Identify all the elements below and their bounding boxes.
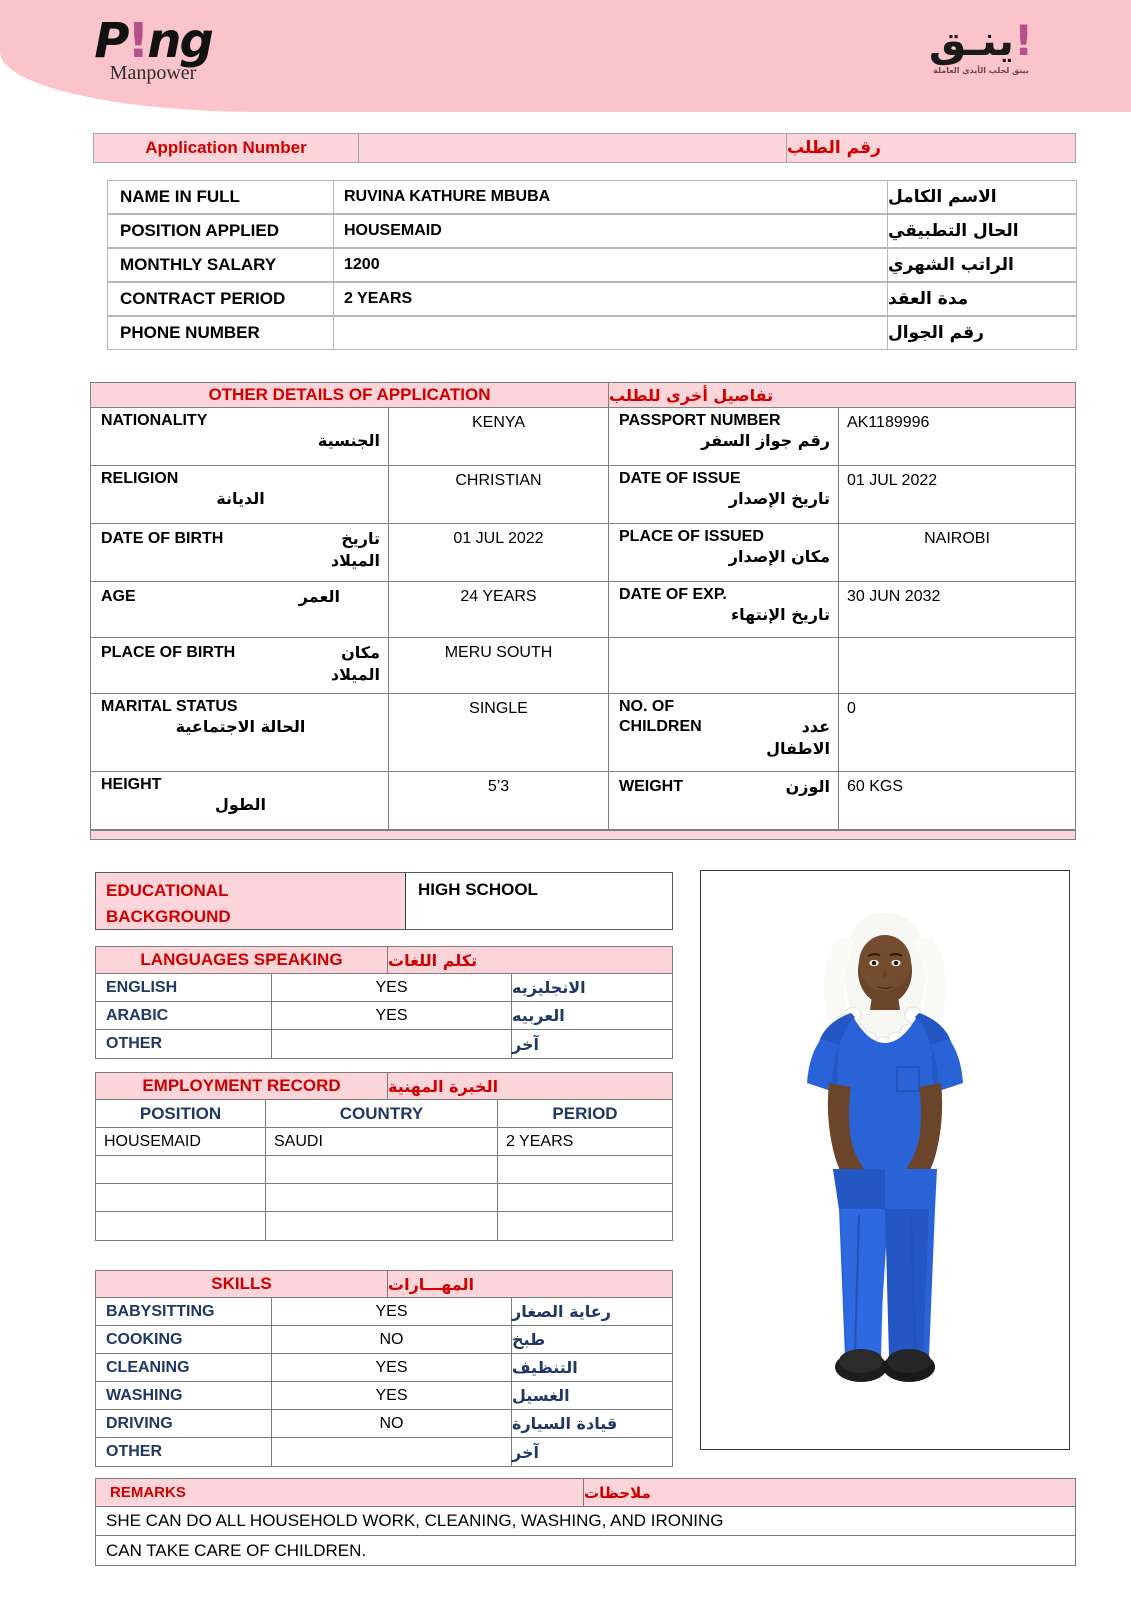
label-ar-children-part1: عدد xyxy=(801,717,830,736)
list-item xyxy=(96,1002,672,1030)
ping-logo-rest: ng xyxy=(147,13,212,69)
row-value-name[interactable]: RUVINA KATHURE MBUBA xyxy=(334,180,888,214)
row-label-ar-contract: مدة العقد xyxy=(888,282,1077,316)
table-row xyxy=(91,408,1075,466)
table-row xyxy=(91,466,1075,524)
skill-value-washing[interactable]: YES xyxy=(272,1382,512,1409)
remarks-line-1[interactable]: SHE CAN DO ALL HOUSEHOLD WORK, CLEANING, WASHING, AND IRONING xyxy=(96,1507,1075,1536)
employment-position-3[interactable] xyxy=(96,1184,266,1211)
cell-religion-value[interactable]: CHRISTIAN xyxy=(389,466,609,523)
label-ar-children-part2: الاطفال xyxy=(766,739,830,758)
label-ar-place-of-issued: مكان الإصدار xyxy=(728,547,830,566)
cell-pob-value[interactable]: MERU SOUTH xyxy=(389,638,609,693)
row-label-position: POSITION APPLIED xyxy=(107,214,334,248)
application-number-label-ar: رقم الطلب xyxy=(787,138,881,158)
skill-label-cooking: COOKING xyxy=(96,1326,272,1353)
label-ar-pob-part2: الميلاد xyxy=(330,665,380,684)
exclamation-icon-arabic: ! xyxy=(1013,16,1034,65)
list-item xyxy=(96,1326,672,1354)
list-item xyxy=(96,1354,672,1382)
row-value-contract[interactable]: 2 YEARS xyxy=(334,282,888,316)
list-item xyxy=(96,1030,672,1058)
column-header-country: COUNTRY xyxy=(266,1100,498,1127)
skill-value-other[interactable] xyxy=(272,1438,512,1466)
label-ar-passport: رقم جواز السفر xyxy=(701,431,830,450)
table-row xyxy=(107,282,1077,316)
row-label-name: NAME IN FULL xyxy=(107,180,334,214)
label-en-children-part1: NO. OF xyxy=(619,698,675,715)
skill-label-other: OTHER xyxy=(96,1438,272,1466)
cell-weight-value[interactable]: 60 KGS xyxy=(847,778,904,795)
label-en-children-part2: CHILDREN xyxy=(619,718,702,735)
row-value-salary[interactable]: 1200 xyxy=(334,248,888,282)
cell-empty-label xyxy=(609,638,839,693)
languages-header xyxy=(96,947,672,974)
cell-nationality-value[interactable]: KENYA xyxy=(389,408,609,465)
cell-dob-label xyxy=(91,524,389,581)
applicant-photo xyxy=(701,871,1069,1449)
employment-country-2[interactable] xyxy=(266,1156,498,1183)
education-value[interactable]: HIGH SCHOOL xyxy=(406,873,672,929)
employment-period-4[interactable] xyxy=(498,1212,672,1240)
remarks-header-ar: ملاحظات xyxy=(584,1483,651,1502)
skill-label-babysitting: BABYSITTING xyxy=(96,1298,272,1325)
skill-label-ar-cooking: طبخ xyxy=(512,1330,546,1349)
row-label-salary: MONTHLY SALARY xyxy=(107,248,334,282)
language-value-arabic[interactable]: YES xyxy=(272,1002,512,1029)
table-row xyxy=(96,1156,672,1184)
arabic-logo-word: ينـق xyxy=(928,16,1014,65)
other-details-header-en: OTHER DETAILS OF APPLICATION xyxy=(91,383,609,407)
label-en-nationality: NATIONALITY xyxy=(101,412,208,429)
row-label-ar-name: الاسم الكامل xyxy=(888,180,1077,214)
employment-position-4[interactable] xyxy=(96,1212,266,1240)
label-ar-pob-part1: مكان xyxy=(341,643,380,662)
skill-value-driving[interactable]: NO xyxy=(272,1410,512,1437)
skills-table xyxy=(95,1270,673,1467)
education-label-line1: EDUCATIONAL xyxy=(106,881,229,900)
languages-header-en: LANGUAGES SPEAKING xyxy=(96,947,388,973)
employment-record-table xyxy=(95,1072,673,1241)
cell-place-of-issued-label xyxy=(609,524,839,581)
skills-header-en: SKILLS xyxy=(96,1271,388,1297)
remarks-header xyxy=(96,1479,1075,1507)
employment-header xyxy=(96,1073,672,1100)
cell-marital-value[interactable]: SINGLE xyxy=(389,694,609,771)
skill-value-cooking[interactable]: NO xyxy=(272,1326,512,1353)
ping-manpower-logo xyxy=(48,13,258,96)
cell-empty-value[interactable] xyxy=(839,638,1075,693)
label-en-date-of-exp: DATE OF EXP. xyxy=(619,586,727,603)
application-number-row xyxy=(93,133,1076,163)
language-label-arabic: ARABIC xyxy=(96,1002,272,1029)
employment-header-en: EMPLOYMENT RECORD xyxy=(96,1073,388,1099)
remarks-section xyxy=(95,1478,1076,1566)
label-en-age: AGE xyxy=(101,588,136,605)
arabic-logo-text xyxy=(871,18,1091,64)
column-header-position: POSITION xyxy=(96,1100,266,1127)
cell-nationality-label xyxy=(91,408,389,465)
cell-age-value[interactable]: 24 YEARS xyxy=(389,582,609,637)
employment-period-2[interactable] xyxy=(498,1156,672,1183)
label-en-religion: RELIGION xyxy=(101,470,179,487)
main-info-table xyxy=(107,180,1077,350)
skills-header xyxy=(96,1271,672,1298)
skill-label-cleaning: CLEANING xyxy=(96,1354,272,1381)
label-ar-dob-part2: الميلاد xyxy=(330,551,380,570)
employment-period-3[interactable] xyxy=(498,1184,672,1211)
languages-header-ar: تكلم اللغات xyxy=(388,950,478,970)
weight-label-line xyxy=(619,776,830,798)
skill-label-ar-driving: قيادة السيارة xyxy=(512,1414,618,1433)
list-item xyxy=(96,974,672,1002)
employment-period-1[interactable]: 2 YEARS xyxy=(506,1132,574,1150)
languages-table xyxy=(95,946,673,1059)
skill-label-ar-babysitting: رعاية الصغار xyxy=(512,1302,611,1321)
label-ar-date-of-exp: تاريخ الإنتهاء xyxy=(730,605,830,624)
table-row xyxy=(91,582,1075,638)
employment-country-1[interactable]: SAUDI xyxy=(266,1128,498,1155)
employment-column-headers xyxy=(96,1100,672,1128)
skills-header-ar: المهـــارات xyxy=(388,1274,474,1294)
label-en-dob: DATE OF BIRTH xyxy=(101,530,224,547)
children-label-line xyxy=(619,716,830,738)
label-en-pob: PLACE OF BIRTH xyxy=(101,644,236,661)
label-en-place-of-issued: PLACE OF ISSUED xyxy=(619,528,764,545)
row-label-contract: CONTRACT PERIOD xyxy=(107,282,334,316)
cell-passport-label xyxy=(609,408,839,465)
skill-label-driving: DRIVING xyxy=(96,1410,272,1437)
label-en-passport: PASSPORT NUMBER xyxy=(619,412,781,429)
language-value-other[interactable] xyxy=(272,1030,512,1058)
language-value-english[interactable]: YES xyxy=(272,974,512,1001)
label-en-date-of-issue: DATE OF ISSUE xyxy=(619,470,741,487)
cell-height-value[interactable]: 5’3 xyxy=(389,772,609,829)
manpower-subtitle: Manpower xyxy=(109,62,197,84)
table-footer-strip xyxy=(91,830,1075,839)
row-label-ar-position: الحال التطبيقي xyxy=(888,214,1077,248)
label-ar-date-of-issue: تاريخ الإصدار xyxy=(728,489,830,508)
table-row xyxy=(91,694,1075,772)
application-number-label-en: Application Number xyxy=(94,134,359,162)
label-ar-weight: الوزن xyxy=(785,777,830,796)
table-row xyxy=(91,524,1075,582)
remarks-line-2[interactable]: CAN TAKE CARE OF CHILDREN. xyxy=(106,1540,367,1560)
row-label-ar-salary: الراتب الشهري xyxy=(888,248,1077,282)
cell-date-of-issue-label xyxy=(609,466,839,523)
column-header-period: PERIOD xyxy=(552,1103,618,1123)
cell-date-of-issue-value[interactable]: 01 JUL 2022 xyxy=(847,472,938,489)
cell-pob-label xyxy=(91,638,389,693)
skill-value-babysitting[interactable]: YES xyxy=(272,1298,512,1325)
cell-weight-label xyxy=(609,772,839,829)
cell-date-of-exp-value[interactable]: 30 JUN 2032 xyxy=(847,588,941,605)
employment-position-1[interactable]: HOUSEMAID xyxy=(96,1128,266,1155)
label-en-height: HEIGHT xyxy=(101,776,162,793)
label-ar-height: الطول xyxy=(215,795,266,814)
table-row xyxy=(96,1212,672,1240)
list-item xyxy=(96,1410,672,1438)
table-row xyxy=(91,772,1075,830)
language-label-other: OTHER xyxy=(96,1030,272,1058)
education-label xyxy=(96,873,406,929)
employment-country-4[interactable] xyxy=(266,1212,498,1240)
row-value-position[interactable]: HOUSEMAID xyxy=(334,214,888,248)
arabic-logo-subtitle: بينق لجلب الأيدي العاملة xyxy=(933,66,1029,75)
table-row xyxy=(91,638,1075,694)
label-ar-nationality: الجنسية xyxy=(317,431,380,450)
skill-value-cleaning[interactable]: YES xyxy=(272,1354,512,1381)
table-row xyxy=(107,248,1077,282)
list-item xyxy=(96,1438,672,1466)
label-ar-religion: الديانة xyxy=(216,489,265,508)
cell-date-of-exp-label xyxy=(609,582,839,637)
list-item xyxy=(96,1298,672,1326)
cell-passport-value[interactable]: AK1189996 xyxy=(847,414,930,431)
pob-label-line xyxy=(101,642,380,664)
table-row xyxy=(107,214,1077,248)
employment-position-2[interactable] xyxy=(96,1156,266,1183)
cell-religion-label xyxy=(91,466,389,523)
table-row xyxy=(96,1184,672,1212)
dob-label-line xyxy=(101,528,380,550)
header-banner xyxy=(0,0,1131,112)
cell-dob-value[interactable]: 01 JUL 2022 xyxy=(389,524,609,581)
label-en-marital: MARITAL STATUS xyxy=(101,698,238,715)
application-number-input[interactable] xyxy=(359,134,787,162)
age-label-line xyxy=(101,586,380,608)
table-row xyxy=(96,1128,672,1156)
exclamation-icon: ! xyxy=(127,13,148,69)
label-ar-age: العمر xyxy=(298,587,340,606)
skill-label-ar-washing: الغسيل xyxy=(512,1386,570,1405)
cell-children-label xyxy=(609,694,839,771)
language-label-ar-arabic: العربيه xyxy=(512,1006,565,1025)
other-details-table xyxy=(90,382,1076,840)
language-label-ar-english: الانجليزيه xyxy=(512,978,586,997)
applicant-photo-frame xyxy=(700,870,1070,1450)
table-row xyxy=(107,316,1077,350)
skill-label-ar-other: آخر xyxy=(512,1442,539,1462)
skill-label-ar-cleaning: التنظيف xyxy=(512,1358,578,1377)
list-item xyxy=(96,1382,672,1410)
label-ar-dob-part1: تاريخ xyxy=(341,529,380,548)
row-label-ar-phone: رقم الجوال xyxy=(888,316,1077,350)
arabic-brand-logo xyxy=(871,18,1091,75)
language-label-english: ENGLISH xyxy=(96,974,272,1001)
education-background-row xyxy=(95,872,673,930)
cell-age-label xyxy=(91,582,389,637)
ping-logo-text: P!ng xyxy=(94,13,212,69)
employment-country-3[interactable] xyxy=(266,1184,498,1211)
cell-marital-label xyxy=(91,694,389,771)
language-label-ar-other: آخر xyxy=(512,1034,539,1054)
table-row xyxy=(107,180,1077,214)
cell-place-of-issued-value[interactable]: NAIROBI xyxy=(924,530,990,547)
row-value-phone[interactable] xyxy=(334,316,888,350)
education-label-line2: BACKGROUND xyxy=(106,907,231,926)
employment-header-ar: الخبرة المهنية xyxy=(388,1076,499,1096)
other-details-header-ar: تفاصيل أخرى للطلب xyxy=(609,385,774,405)
cell-children-value[interactable]: 0 xyxy=(847,700,856,717)
cell-height-label xyxy=(91,772,389,829)
row-label-phone: PHONE NUMBER xyxy=(107,316,334,350)
remarks-header-en: REMARKS xyxy=(96,1479,584,1506)
other-details-header xyxy=(91,382,1075,408)
label-ar-marital: الحالة الاجتماعية xyxy=(175,717,306,736)
skill-label-washing: WASHING xyxy=(96,1382,272,1409)
label-en-weight: WEIGHT xyxy=(619,778,683,795)
